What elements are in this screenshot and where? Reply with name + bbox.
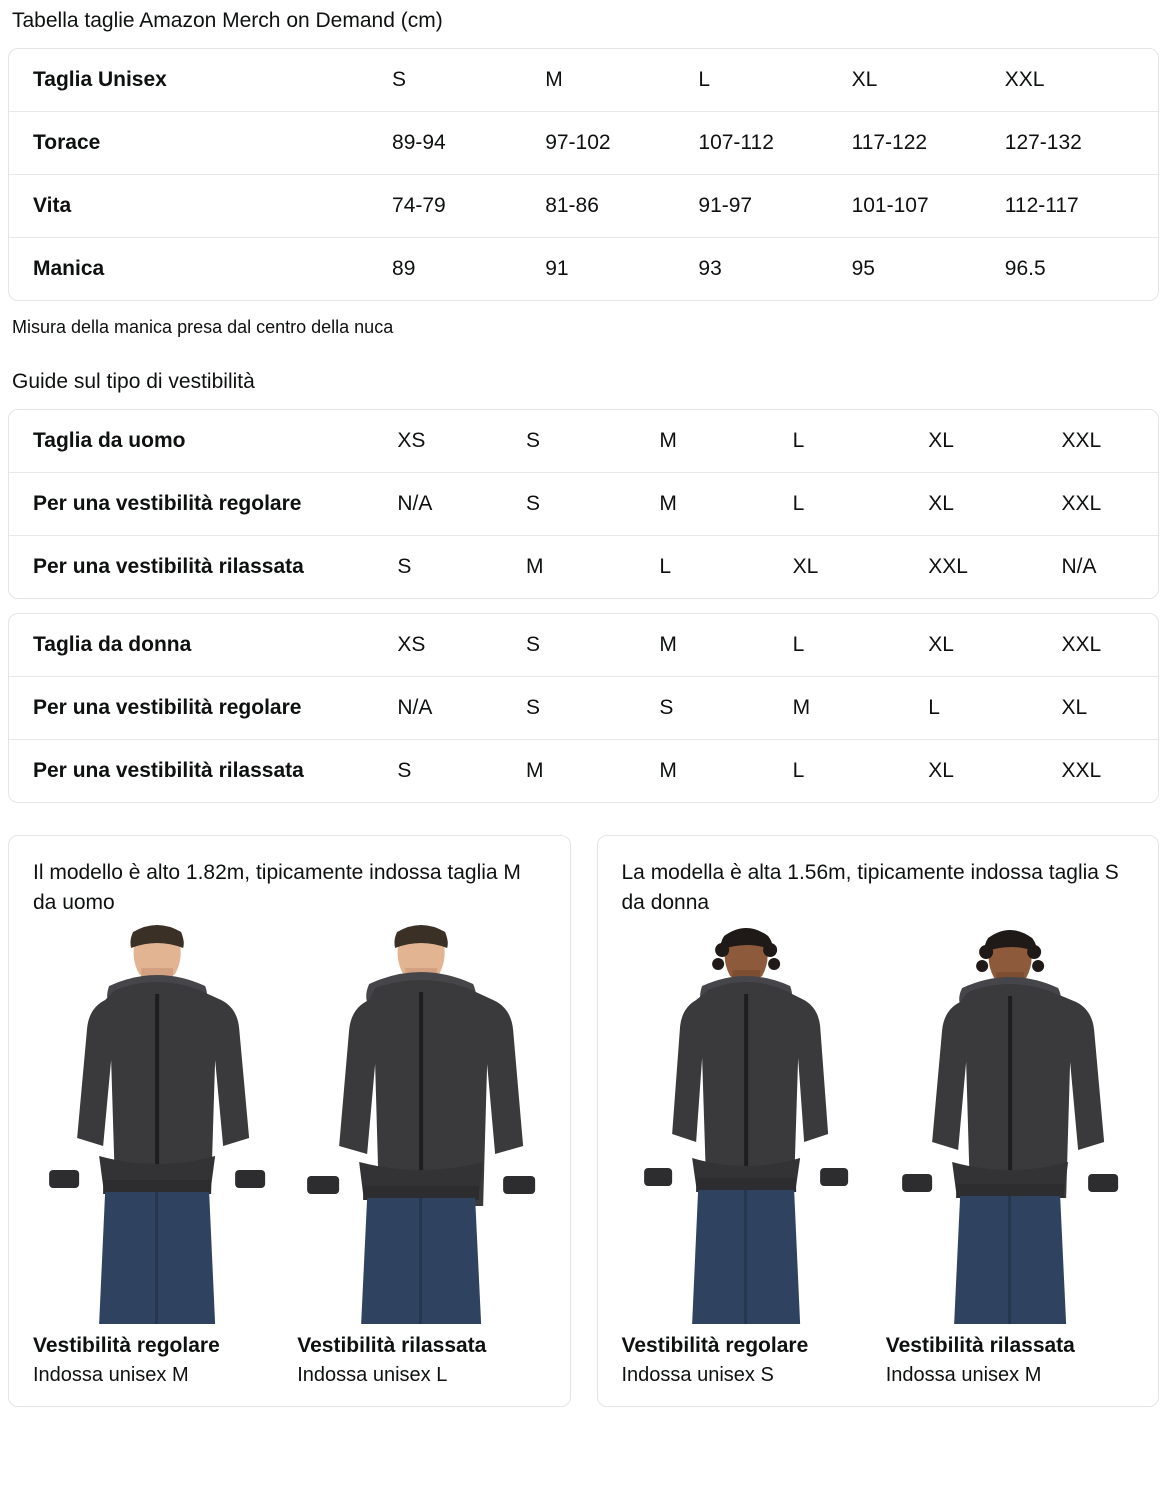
table-cell: XL: [792, 555, 819, 578]
table-cell: N/A: [397, 677, 526, 740]
table-cell: 89-94: [392, 112, 545, 175]
male-relaxed-fit-label: Vestibilità rilassata: [297, 1334, 487, 1357]
figure-female-relaxed: [886, 924, 1134, 1388]
column-header: S: [526, 614, 659, 677]
column-header: XS: [397, 410, 526, 473]
column-header: L: [793, 614, 929, 677]
row-label: Manica: [33, 257, 105, 280]
row-label: Per una vestibilità regolare: [9, 677, 397, 740]
table-cell: S: [397, 759, 412, 782]
table-cell: XL: [1061, 677, 1158, 740]
column-header: XL: [928, 410, 1061, 473]
row-label: Taglia da uomo: [9, 410, 397, 473]
female-relaxed-fit-label: Vestibilità rilassata: [885, 1334, 1075, 1357]
table-cell: 89: [392, 257, 416, 280]
table-cell: N/A: [397, 473, 526, 536]
table-cell: S: [659, 677, 792, 740]
table-row: [9, 677, 1158, 740]
table-spacer: [8, 599, 1159, 613]
female-regular-wears-label: Indossa unisex S: [621, 1364, 774, 1386]
table-cell: XXL: [1061, 759, 1102, 782]
table-cell: 107-112: [698, 112, 851, 175]
table-cell: L: [928, 677, 1061, 740]
column-header: S: [392, 49, 545, 112]
column-header: XL: [928, 614, 1061, 677]
sleeve-measure-note: Misura della manica presa dal centro della nuca: [12, 317, 394, 337]
female-regular-photo: [622, 924, 870, 1324]
table-cell: M: [526, 555, 544, 578]
table-cell: XL: [928, 759, 954, 782]
table-cell: M: [526, 759, 544, 782]
table-cell: 97-102: [545, 112, 698, 175]
row-label: Vita: [9, 175, 392, 238]
male-figures: [33, 924, 546, 1388]
womens-fit-table-card: [8, 613, 1159, 803]
female-figures: [622, 924, 1135, 1388]
table-cell: 95: [851, 257, 875, 280]
male-relaxed-illustration: [297, 924, 545, 1324]
male-regular-photo: [33, 924, 281, 1324]
male-regular-fit-label: Vestibilità regolare: [33, 1334, 220, 1357]
table-cell: 96.5: [1004, 257, 1046, 280]
table-cell: 91-97: [698, 175, 851, 238]
female-relaxed-photo: [886, 924, 1134, 1324]
column-header: XXL: [1061, 614, 1158, 677]
page-title: Tabella taglie Amazon Merch on Demand (cm): [12, 9, 443, 32]
table-row: [9, 473, 1158, 536]
male-model-caption: Il modello è alto 1.82m, tipicamente indossa taglia M da uomo: [33, 861, 521, 914]
female-regular-fit-label: Vestibilità regolare: [621, 1334, 809, 1357]
table-row: [9, 175, 1158, 238]
table-row: [9, 410, 1158, 473]
column-header: S: [526, 410, 659, 473]
row-label: Taglia Unisex: [9, 49, 392, 112]
table-cell: S: [526, 677, 659, 740]
table-cell: XXL: [1061, 473, 1158, 536]
table-cell: 101-107: [852, 175, 1005, 238]
row-label: Torace: [9, 112, 392, 175]
column-header: L: [698, 49, 851, 112]
table-cell: 81-86: [545, 175, 698, 238]
male-relaxed-wears-label: Indossa unisex L: [297, 1364, 448, 1386]
female-model-card: [597, 835, 1160, 1407]
row-label: Per una vestibilità rilassata: [33, 555, 304, 578]
row-label: Per una vestibilità rilassata: [33, 759, 304, 782]
table-cell: L: [792, 759, 805, 782]
table-row: [9, 740, 1158, 803]
model-cards-row: [8, 835, 1159, 1417]
column-header: XL: [852, 49, 1005, 112]
row-label: Per una vestibilità regolare: [9, 473, 397, 536]
male-relaxed-photo: [297, 924, 545, 1324]
table-cell: L: [659, 555, 672, 578]
measurements-table-card: [8, 48, 1159, 301]
table-cell: 74-79: [392, 175, 545, 238]
column-header: M: [659, 410, 792, 473]
male-regular-wears-label: Indossa unisex M: [33, 1364, 189, 1386]
male-model-card: [8, 835, 571, 1407]
figure-female-regular: [622, 924, 870, 1388]
column-header: XS: [397, 614, 526, 677]
male-regular-illustration: [33, 924, 281, 1324]
table-cell: S: [526, 473, 659, 536]
table-cell: L: [793, 473, 929, 536]
womens-fit-table: [9, 614, 1158, 802]
table-cell: S: [397, 555, 412, 578]
column-header: XXL: [1005, 49, 1158, 112]
table-cell: M: [659, 473, 792, 536]
table-cell: 91: [545, 257, 569, 280]
row-label: Taglia da donna: [9, 614, 397, 677]
table-cell: XXL: [928, 555, 968, 578]
column-header: L: [793, 410, 929, 473]
table-row: [9, 536, 1158, 599]
table-cell: 127-132: [1005, 112, 1158, 175]
table-row: [9, 614, 1158, 677]
table-row: [9, 238, 1158, 301]
fit-guides-label: Guide sul tipo di vestibilità: [12, 370, 255, 393]
table-cell: N/A: [1061, 555, 1097, 578]
column-header: M: [659, 614, 792, 677]
table-cell: XL: [928, 473, 1061, 536]
female-regular-illustration: [622, 924, 870, 1324]
figure-male-regular: [33, 924, 281, 1388]
table-row: [9, 49, 1158, 112]
measurements-table: [9, 49, 1158, 300]
table-cell: 112-117: [1005, 175, 1158, 238]
female-model-caption: La modella è alta 1.56m, tipicamente indossa taglia S da donna: [621, 861, 1119, 914]
table-cell: M: [659, 759, 677, 782]
column-header: XXL: [1061, 410, 1158, 473]
mens-fit-table: [9, 410, 1158, 598]
table-cell: M: [793, 677, 929, 740]
column-header: M: [545, 49, 698, 112]
mens-fit-table-card: [8, 409, 1159, 599]
table-row: [9, 112, 1158, 175]
table-cell: 117-122: [852, 112, 1005, 175]
female-relaxed-illustration: [886, 924, 1134, 1324]
table-cell: 93: [698, 257, 722, 280]
female-relaxed-wears-label: Indossa unisex M: [885, 1364, 1042, 1386]
figure-male-relaxed: [297, 924, 545, 1388]
